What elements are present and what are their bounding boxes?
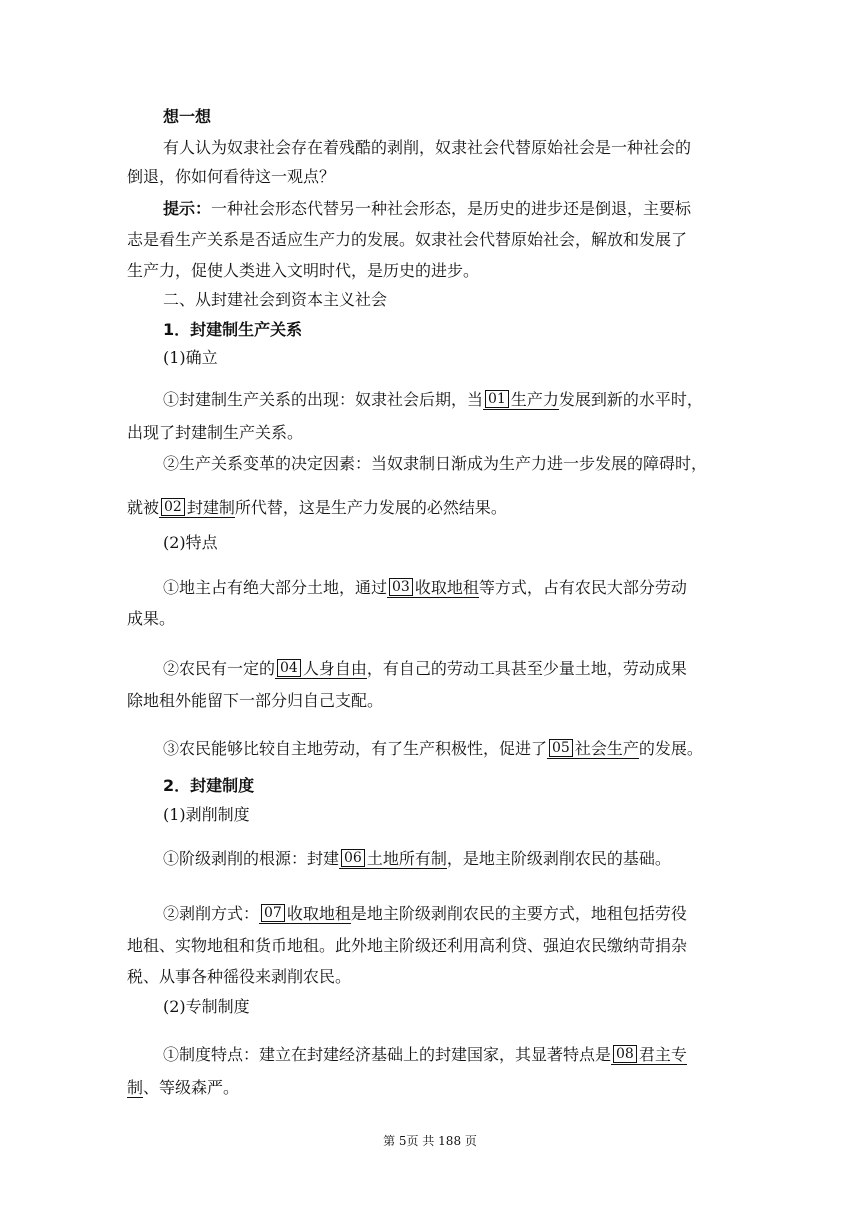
paragraph-1-line1: ①封建制生产关系的出现：奴隶社会后期，当 01 生产力发展到新的水平时， [163, 390, 703, 409]
hint-line3: 生产力，促使人类进入文明时代，是历史的进步。 [127, 261, 480, 280]
answer-04: 人身自由 [302, 659, 367, 678]
answer-01: 生产力 [510, 390, 559, 409]
paragraph-2-line1: ②生产关系变革的决定因素：当奴隶制日渐成为生产力进一步发展的障碍时， [163, 454, 708, 473]
blank-number-05: 05 [549, 739, 573, 757]
answer-blank-02 [159, 498, 187, 518]
blank-number-07: 07 [261, 904, 285, 922]
think-question-line1: 有人认为奴隶社会存在着残酷的剥削，奴隶社会代替原始社会是一种社会的 [163, 138, 692, 157]
hint-label: 提示： [163, 199, 212, 218]
section-heading: 二、从封建社会到资本主义社会 [163, 290, 388, 309]
page-footer: 第 5页 共 188 页 [383, 1134, 477, 1148]
paragraph-4-line2: 除地租外能留下一部分归自己支配。 [127, 691, 384, 710]
item-2-label: (2)特点 [163, 533, 218, 552]
paragraph-7-line2: 地租、实物地租和货币地租。此外地主阶级还利用高利贷、强迫农民缴纳苛捐杂 [127, 936, 688, 955]
blank-number-01: 01 [485, 390, 509, 408]
item-3-label: (1)剥削制度 [163, 805, 250, 824]
answer-blank-04 [275, 659, 303, 679]
blank-number-03: 03 [389, 578, 413, 596]
item-1-label: (1)确立 [163, 348, 218, 367]
answer-blank-08 [611, 1045, 639, 1065]
answer-blank-01 [483, 390, 511, 410]
answer-blank-03 [387, 578, 415, 598]
subsection-1-title: 1．封建制生产关系 [163, 320, 303, 339]
item-4-label: (2)专制制度 [163, 997, 250, 1016]
blank-number-08: 08 [613, 1045, 637, 1063]
answer-blank-07 [259, 904, 287, 924]
hint-line2: 志是看生产关系是否适应生产力的发展。奴隶社会代替原始社会，解放和发展了 [127, 230, 688, 249]
think-title: 想一想 [163, 107, 212, 126]
answer-05: 社会生产 [574, 739, 639, 758]
paragraph-3-line2: 成果。 [127, 609, 176, 628]
answer-08-part2: 制 [127, 1078, 144, 1097]
paragraph-7-line3: 税、从事各种徭役来剥削农民。 [127, 967, 352, 986]
paragraph-4-line1: ②农民有一定的 04 人身自由，有自己的劳动工具甚至少量土地，劳动成果 [163, 659, 687, 678]
blank-number-06: 06 [341, 849, 365, 867]
paragraph-2-line2: 就被 02 封建制所代替，这是生产力发展的必然结果。 [127, 498, 507, 517]
answer-03: 收取地租 [414, 578, 479, 597]
answer-blank-05 [547, 739, 575, 759]
answer-08-part1: 君主专 [638, 1045, 687, 1064]
hint-line1: 提示：一种社会形态代替另一种社会形态，是历史的进步还是倒退，主要标 [163, 199, 692, 218]
paragraph-1-line2: 出现了封建制生产关系。 [127, 423, 304, 442]
paragraph-5-line1: ③农民能够比较自主地劳动，有了生产积极性，促进了 05 社会生产的发展。 [163, 739, 703, 758]
answer-02: 封建制 [186, 498, 235, 517]
paragraph-7-line1: ②剥削方式： 07 收取地租是地主阶级剥削农民的主要方式，地租包括劳役 [163, 904, 687, 923]
subsection-2-title: 2．封建制度 [163, 776, 255, 795]
answer-07: 收取地租 [286, 904, 351, 923]
blank-number-02: 02 [161, 498, 185, 516]
paragraph-3-line1: ①地主占有绝大部分土地，通过 03 收取地租等方式，占有农民大部分劳动 [163, 578, 687, 597]
paragraph-8-line2: 制、等级森严。 [127, 1078, 240, 1097]
blank-number-04: 04 [277, 659, 301, 677]
answer-blank-06 [339, 849, 367, 869]
paragraph-8-line1: ①制度特点：建立在封建经济基础上的封建国家，其显著特点是 08 君主专 [163, 1045, 687, 1064]
think-question-line2: 倒退，你如何看待这一观点？ [127, 167, 336, 186]
answer-06: 土地所有制 [366, 849, 447, 868]
paragraph-6-line1: ①阶级剥削的根源：封建 06 土地所有制，是地主阶级剥削农民的基础。 [163, 849, 671, 868]
